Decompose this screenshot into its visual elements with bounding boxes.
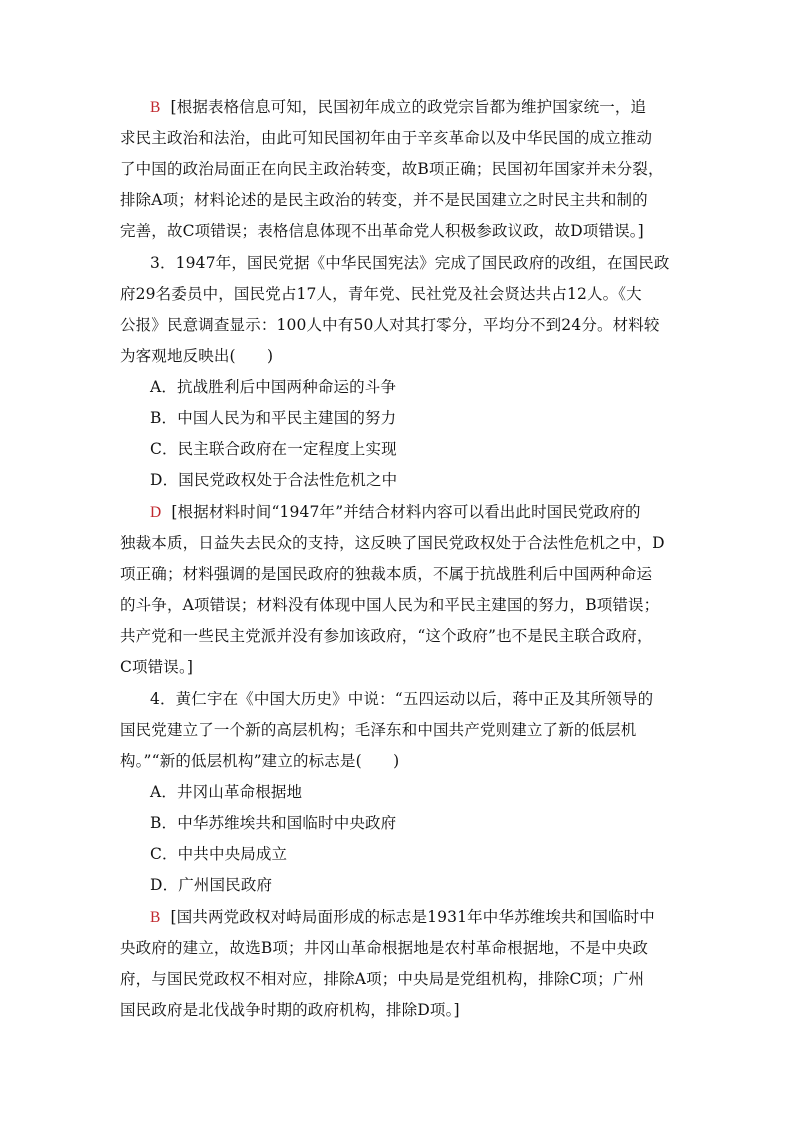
q3-answer: D bbox=[150, 504, 162, 521]
q4-explanation-line bbox=[150, 902, 655, 932]
q4-answer: B bbox=[150, 909, 161, 926]
q2-answer: B bbox=[150, 99, 161, 116]
q2-explanation-line: 排除A项；材料论述的是民主政治的转变，并不是民国建立之时民主共和制的 bbox=[120, 191, 648, 209]
q4-explanation-line: 国民政府是北伐战争时期的政府机构，排除D项。] bbox=[120, 1001, 460, 1019]
q2-explanation-line: 了中国的政治局面正在向民主政治转变，故B项正确；民国初年国家并未分裂， bbox=[120, 160, 664, 178]
q3-explanation-line: 独裁本质，日益失去民众的支持，这反映了国民党政权处于合法性危机之中，D bbox=[120, 534, 665, 552]
q3-explanation-text: [根据材料时间“1947年”并结合材料内容可以看出此时国民党政府的 bbox=[171, 503, 641, 521]
q4-option-d: D．广州国民政府 bbox=[150, 876, 273, 894]
q3-explanation-line: C项错误。] bbox=[120, 658, 194, 676]
q2-explanation-line bbox=[150, 92, 646, 122]
q4-stem-line: 国民党建立了一个新的高层机构；毛泽东和中国共产党则建立了新的低层机 bbox=[120, 721, 637, 739]
q2-explanation-line: 求民主政治和法治，由此可知民国初年由于辛亥革命以及中华民国的成立推动 bbox=[120, 129, 653, 147]
q3-explanation-line: 项正确；材料强调的是国民政府的独裁本质，不属于抗战胜利后中国两种命运 bbox=[120, 565, 653, 583]
q3-explanation-line bbox=[150, 497, 641, 527]
q3-option-c: C．民主联合政府在一定程度上实现 bbox=[150, 440, 397, 458]
q3-stem-line: 公报》民意调查显示：100人中有50人对其打零分，平均分不到24分。材料较 bbox=[120, 316, 660, 334]
q3-explanation-line: 共产党和一些民主党派并没有参加该政府，“这个政府”也不是民主联合政府， bbox=[120, 627, 653, 645]
q2-line-text: [根据表格信息可知，民国初年成立的政党宗旨都为维护国家统一，追 bbox=[170, 98, 647, 116]
q2-explanation-line: 完善，故C项错误；表格信息体现不出革命党人积极参政议政，故D项错误。] bbox=[120, 222, 644, 240]
q4-stem-line: 4．黄仁宇在《中国大历史》中说：“五四运动以后，蒋中正及其所领导的 bbox=[150, 690, 654, 708]
q3-option-a: A．抗战胜利后中国两种命运的斗争 bbox=[150, 378, 397, 396]
q3-stem-line: 3．1947年，国民党据《中华民国宪法》完成了国民政府的改组，在国民政 bbox=[150, 254, 670, 272]
q4-explanation-line: 央政府的建立，故选B项；井冈山革命根据地是农村革命根据地，不是中央政 bbox=[120, 939, 648, 957]
q4-option-b: B．中华苏维埃共和国临时中央政府 bbox=[150, 814, 397, 832]
q3-option-d: D．国民党政权处于合法性危机之中 bbox=[150, 471, 398, 489]
q3-option-b: B．中国人民为和平民主建国的努力 bbox=[150, 409, 397, 427]
q4-option-c: C．中共中央局成立 bbox=[150, 845, 288, 863]
q4-stem-line: 构。”“新的低层机构”建立的标志是( ) bbox=[120, 752, 400, 770]
q4-explanation-text: [国共两党政权对峙局面形成的标志是1931年中华苏维埃共和国临时中 bbox=[170, 908, 655, 926]
q3-stem-line: 府29名委员中，国民党占17人，青年党、民社党及社会贤达共占12人。《大 bbox=[120, 285, 642, 303]
q3-stem-line: 为客观地反映出( ) bbox=[120, 347, 274, 365]
q3-explanation-line: 的斗争，A项错误；材料没有体现中国人民为和平民主建国的努力，B项错误； bbox=[120, 596, 660, 614]
q4-option-a: A．井冈山革命根据地 bbox=[150, 783, 303, 801]
q4-explanation-line: 府，与国民党政权不相对应，排除A项；中央局是党组机构，排除C项；广州 bbox=[120, 970, 645, 988]
